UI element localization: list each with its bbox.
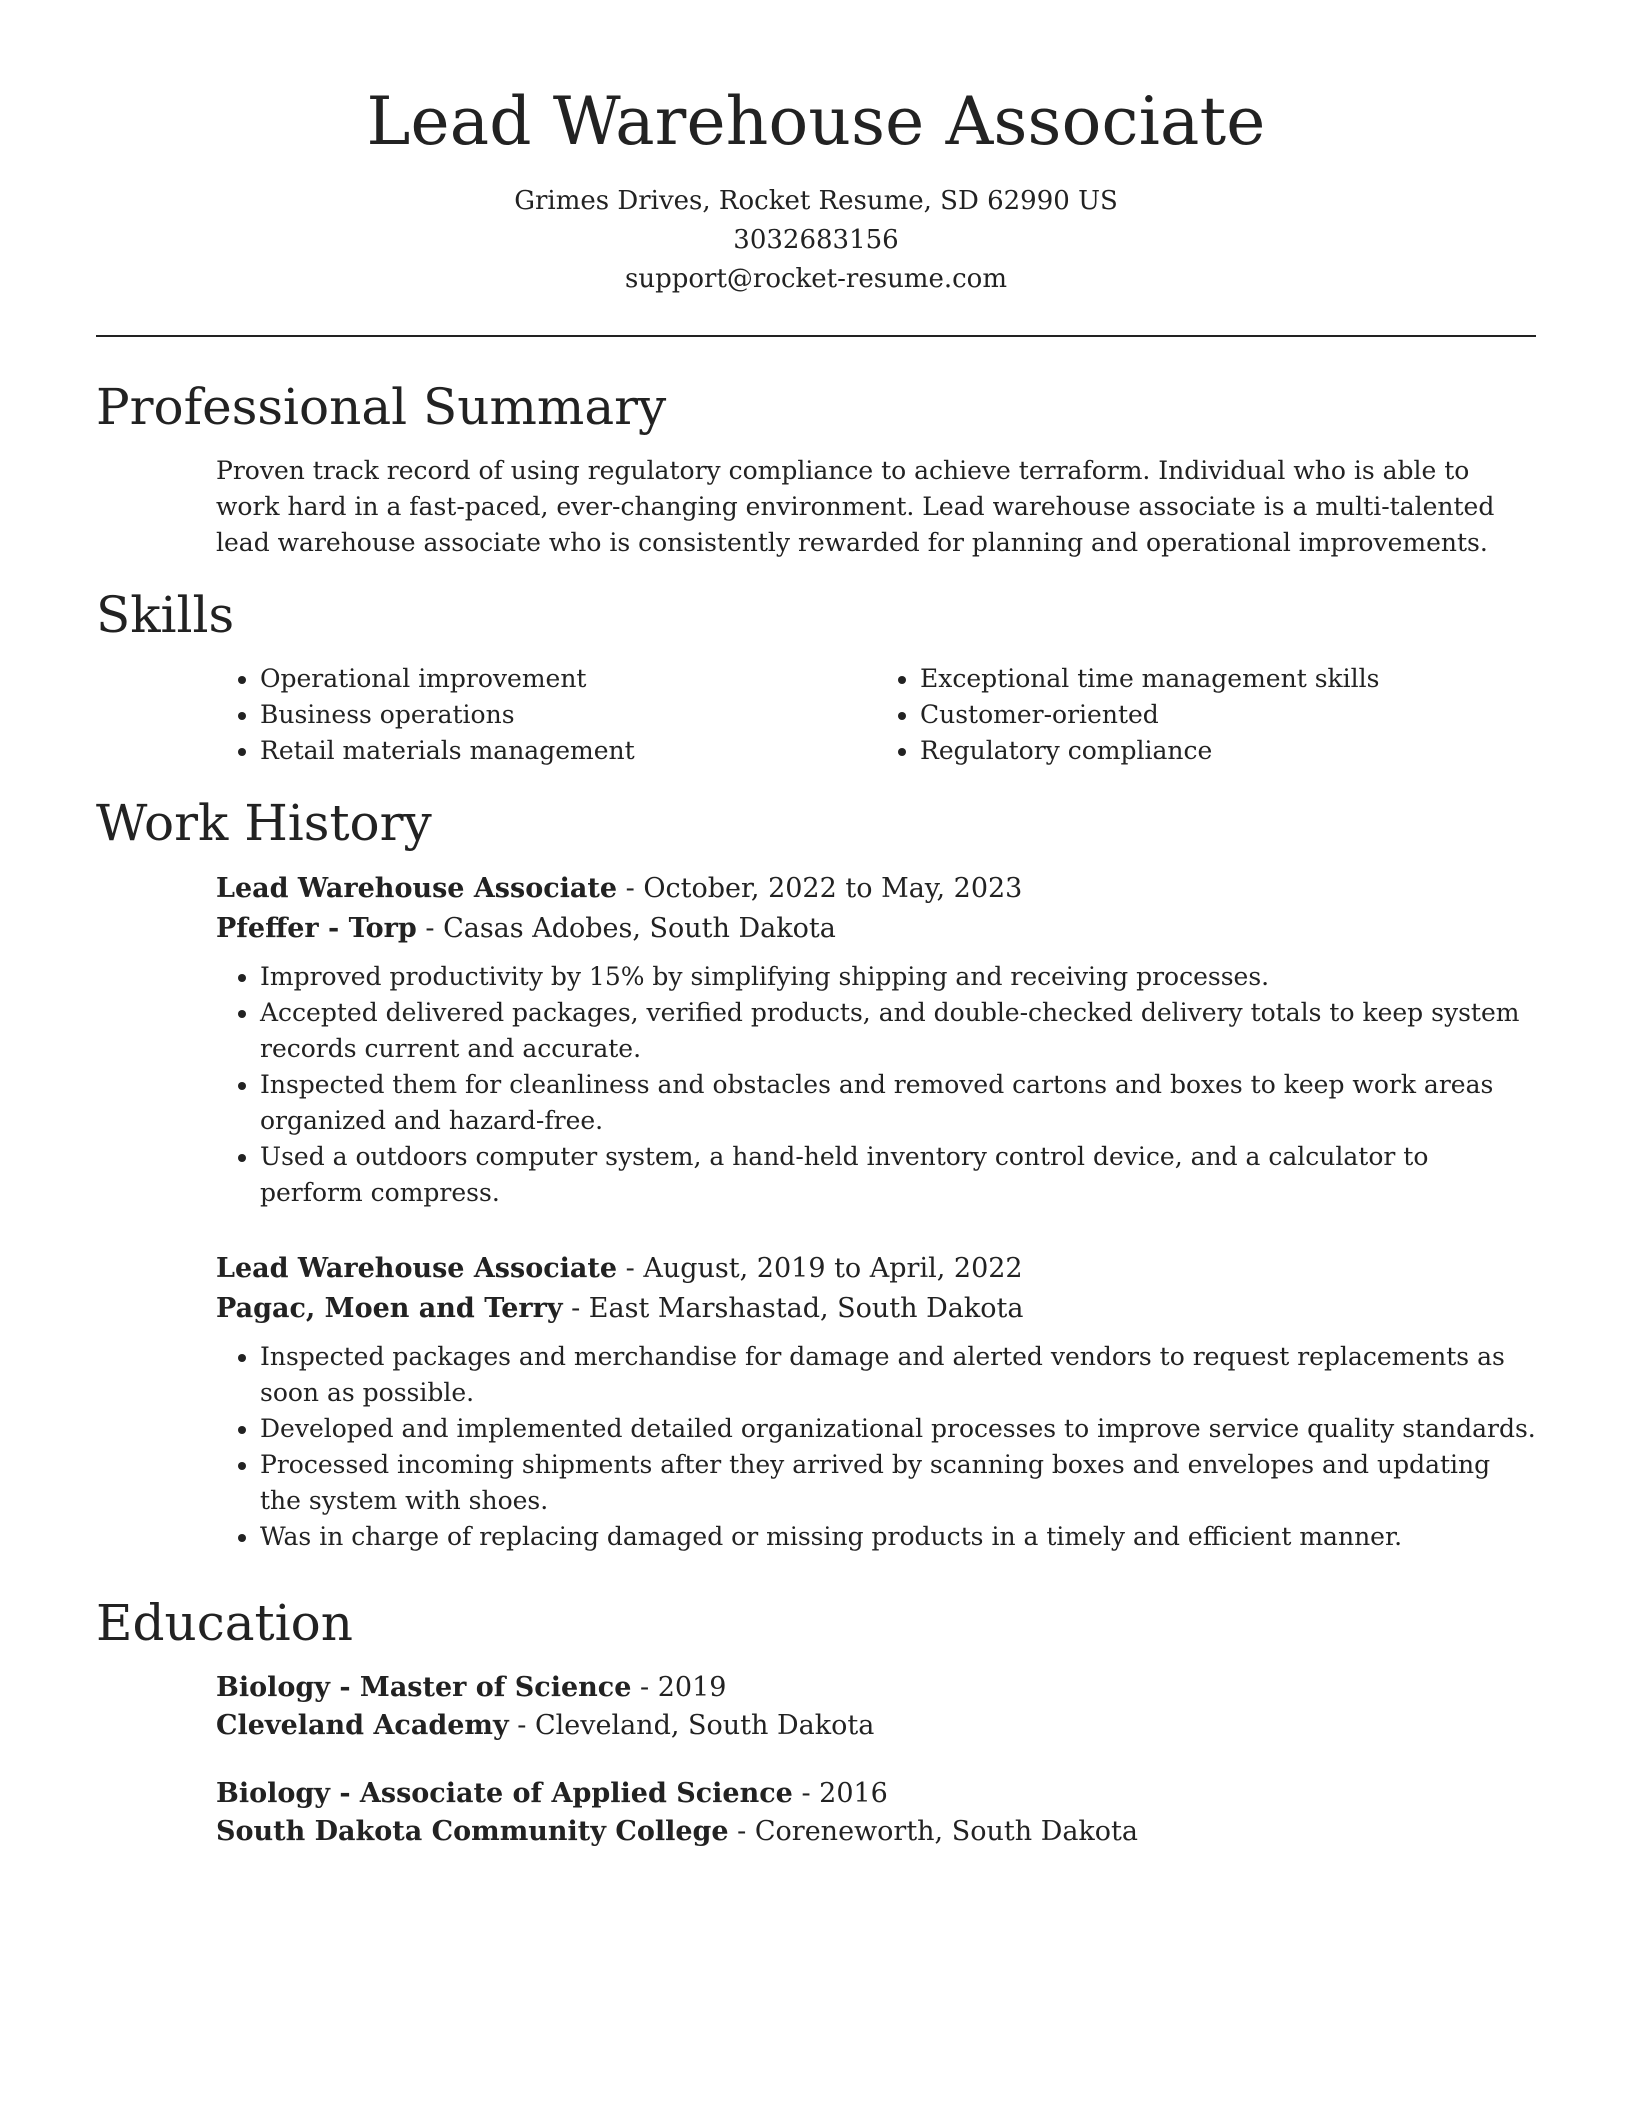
skills-columns xyxy=(216,661,1536,769)
job-bullet: • Processed incoming shipments after they arrived by scanning boxes and envelopes and updating the system with shoes. xyxy=(260,1447,1536,1519)
education-heading: Education xyxy=(96,1593,353,1652)
job-title-line xyxy=(216,1249,1536,1289)
work-history-heading: Work History xyxy=(96,793,432,852)
education-entry xyxy=(216,1669,1536,1745)
summary-section xyxy=(96,453,1536,561)
skill-item: • Exceptional time management skills xyxy=(920,661,1536,697)
job-location: - Casas Adobes, South Dakota xyxy=(416,912,836,944)
job-company-line xyxy=(216,909,1536,949)
education-entry xyxy=(216,1775,1536,1851)
job-bullet: • Inspected packages and merchandise for damage and alerted vendors to request replacements as soon as possible. xyxy=(260,1339,1536,1411)
school-location: - Cleveland, South Dakota xyxy=(508,1709,875,1741)
school-line xyxy=(216,1707,1536,1745)
skills-section xyxy=(96,661,1536,769)
work-history-section xyxy=(96,869,1536,1555)
job-title-line xyxy=(216,869,1536,909)
skills-list-left xyxy=(216,661,876,769)
job-bullets xyxy=(216,959,1536,1211)
job-role: Lead Warehouse Associate xyxy=(216,872,618,904)
summary-heading: Professional Summary xyxy=(96,377,667,436)
job-bullet: • Inspected them for cleanliness and obstacles and removed cartons and boxes to keep work areas organized and hazard-free. xyxy=(260,1067,1536,1139)
job-company-line xyxy=(216,1289,1536,1329)
phone-number: 3032683156 xyxy=(733,224,899,255)
school-name: Cleveland Academy xyxy=(216,1709,509,1741)
job-bullet: • Was in charge of replacing damaged or missing products in a timely and efficient manner. xyxy=(260,1519,1536,1555)
skill-item: • Operational improvement xyxy=(260,661,876,697)
header-divider xyxy=(96,335,1536,337)
school-name: South Dakota Community College xyxy=(216,1815,729,1847)
degree-line xyxy=(216,1669,1536,1707)
job-bullet: • Developed and implemented detailed organizational processes to improve service quality standards. xyxy=(260,1411,1536,1447)
skills-list-right xyxy=(876,661,1536,769)
job-company: Pfeffer - Torp xyxy=(216,912,417,944)
candidate-name: Lead Warehouse Associate xyxy=(366,83,1266,160)
degree: Biology - Associate of Applied Science xyxy=(216,1777,793,1809)
graduation-year: - 2019 xyxy=(631,1671,727,1703)
email-address: support@rocket-resume.com xyxy=(624,263,1007,294)
skill-item: • Retail materials management xyxy=(260,733,876,769)
skill-item: • Business operations xyxy=(260,697,876,733)
resume-header xyxy=(96,84,1536,299)
job-role: Lead Warehouse Associate xyxy=(216,1252,618,1284)
job-bullet: • Used a outdoors computer system, a hand-held inventory control device, and a calculator to perform compress. xyxy=(260,1139,1536,1211)
job-bullet: • Improved productivity by 15% by simplifying shipping and receiving processes. xyxy=(260,959,1536,995)
skill-item: • Customer-oriented xyxy=(920,697,1536,733)
job-entry xyxy=(216,869,1536,1211)
degree: Biology - Master of Science xyxy=(216,1671,632,1703)
job-bullet: • Accepted delivered packages, verified products, and double-checked delivery totals to keep system records current and accurate. xyxy=(260,995,1536,1067)
job-bullets xyxy=(216,1339,1536,1555)
job-location: - East Marshastad, South Dakota xyxy=(562,1292,1024,1324)
skill-item: • Regulatory compliance xyxy=(920,733,1536,769)
job-dates: - October, 2022 to May, 2023 xyxy=(617,872,1023,904)
school-line xyxy=(216,1813,1536,1851)
education-section xyxy=(96,1669,1536,1851)
job-dates: - August, 2019 to April, 2022 xyxy=(617,1252,1023,1284)
address: Grimes Drives, Rocket Resume, SD 62990 US xyxy=(514,185,1118,216)
job-company: Pagac, Moen and Terry xyxy=(216,1292,563,1324)
summary-text: Proven track record of using regulatory compliance to achieve terraform. Individual who is able to work hard in a fast-paced, ever-changing environment. Lead warehouse associate is a multi-talented lead warehouse associate who is consistently rewarded for planning and operational improvements. xyxy=(216,455,1495,557)
job-entry xyxy=(216,1249,1536,1555)
school-location: - Coreneworth, South Dakota xyxy=(728,1815,1138,1847)
graduation-year: - 2016 xyxy=(792,1777,888,1809)
skills-heading: Skills xyxy=(96,585,235,644)
degree-line xyxy=(216,1775,1536,1813)
